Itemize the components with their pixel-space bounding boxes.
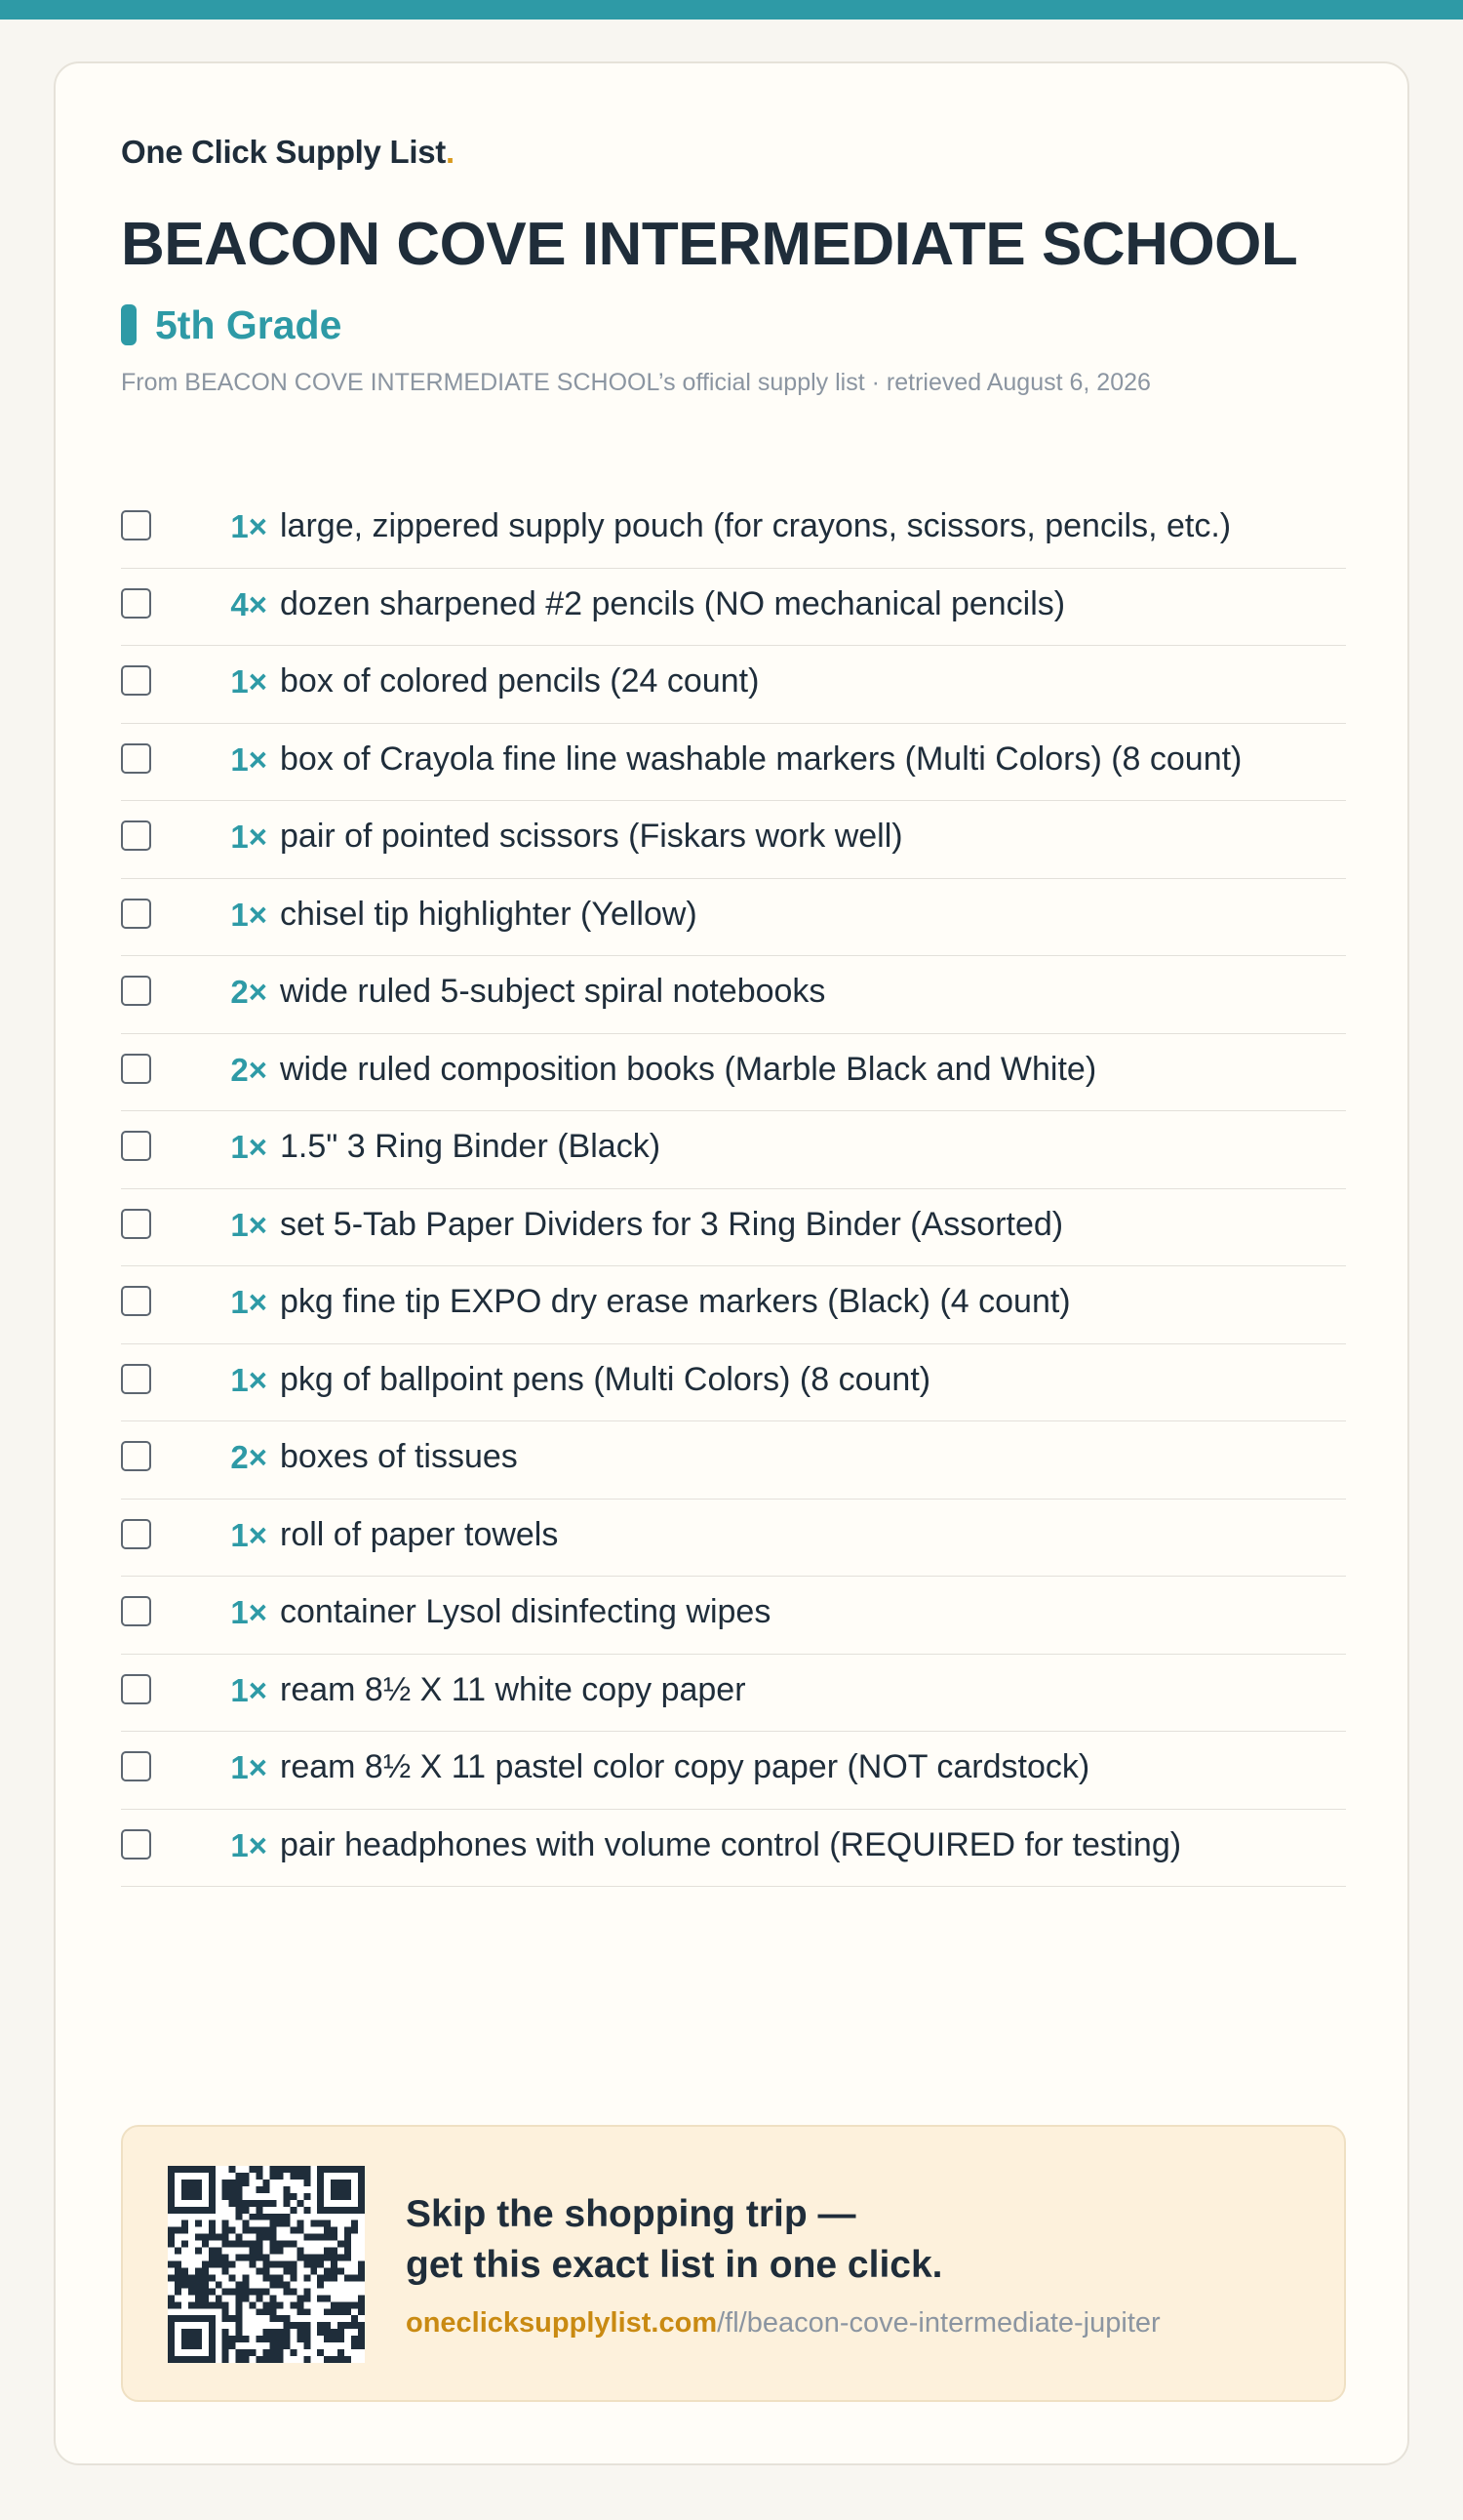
list-item [121, 724, 1346, 802]
item-description: wide ruled 5-subject spiral notebooks [280, 973, 826, 1010]
list-item [121, 1034, 1346, 1112]
list-item [121, 1500, 1346, 1578]
item-description: ream 8½ X 11 white copy paper [280, 1670, 746, 1708]
item-quantity: 1× [230, 1284, 267, 1320]
item-checkbox[interactable] [121, 1519, 151, 1549]
item-description: box of Crayola fine line washable markers (Multi Colors) (8 count) [280, 740, 1243, 778]
item-quantity: 1× [230, 508, 267, 544]
item-description: wide ruled composition books (Marble Black and White) [280, 1050, 1097, 1088]
item-checkbox[interactable] [121, 899, 151, 929]
item-quantity: 2× [230, 974, 267, 1010]
item-checkbox[interactable] [121, 976, 151, 1006]
promo-headline-1: Skip the shopping trip — [406, 2193, 856, 2235]
supply-list-card [54, 61, 1409, 2465]
item-quantity: 4× [230, 585, 267, 622]
item-quantity: 1× [230, 1129, 267, 1165]
item-checkbox[interactable] [121, 743, 151, 774]
school-title: BEACON COVE INTERMEDIATE SCHOOL [121, 211, 1298, 278]
brand-name: One Click Supply List [121, 134, 446, 170]
item-description: roll of paper towels [280, 1515, 559, 1553]
item-checkbox[interactable] [121, 665, 151, 696]
source-note: From BEACON COVE INTERMEDIATE SCHOOL’s official supply list · retrieved August 6, 2026 [121, 369, 1151, 396]
item-checkbox[interactable] [121, 820, 151, 851]
item-quantity: 2× [230, 1051, 267, 1088]
item-description: pkg of ballpoint pens (Multi Colors) (8 count) [280, 1360, 931, 1398]
item-description: chisel tip highlighter (Yellow) [280, 895, 697, 933]
item-quantity: 1× [230, 1516, 267, 1553]
item-description: box of colored pencils (24 count) [280, 662, 760, 700]
item-checkbox[interactable] [121, 1674, 151, 1704]
list-item [121, 569, 1346, 647]
item-quantity: 1× [230, 1206, 267, 1243]
item-quantity: 2× [230, 1439, 267, 1475]
brand-dot: . [445, 134, 455, 170]
item-checkbox[interactable] [121, 1131, 151, 1161]
item-checkbox[interactable] [121, 1286, 151, 1316]
item-quantity: 1× [230, 663, 267, 700]
item-quantity: 1× [230, 819, 267, 855]
item-checkbox[interactable] [121, 1209, 151, 1239]
supply-list [121, 491, 1346, 1887]
promo-url-domain: oneclicksupplylist.com [406, 2307, 718, 2339]
list-item [121, 1111, 1346, 1189]
item-description: ream 8½ X 11 pastel color copy paper (NOT cardstock) [280, 1748, 1090, 1785]
item-description: container Lysol disinfecting wipes [280, 1593, 771, 1630]
brand-logo[interactable] [121, 134, 455, 171]
item-description: pair of pointed scissors (Fiskars work well) [280, 818, 903, 855]
list-item [121, 491, 1346, 569]
list-item [121, 956, 1346, 1034]
item-checkbox[interactable] [121, 1364, 151, 1394]
item-checkbox[interactable] [121, 1054, 151, 1084]
list-item [121, 1266, 1346, 1344]
item-quantity: 1× [230, 896, 267, 933]
promo-box [121, 2125, 1346, 2402]
item-checkbox[interactable] [121, 510, 151, 540]
grade-label: 5th Grade [155, 301, 342, 347]
list-item [121, 1732, 1346, 1810]
item-quantity: 1× [230, 1594, 267, 1630]
item-description: set 5-Tab Paper Dividers for 3 Ring Binder (Assorted) [280, 1205, 1064, 1243]
item-checkbox[interactable] [121, 1829, 151, 1860]
item-checkbox[interactable] [121, 588, 151, 619]
list-item [121, 1421, 1346, 1500]
item-quantity: 1× [230, 1749, 267, 1785]
list-item [121, 1577, 1346, 1655]
item-description: pkg fine tip EXPO dry erase markers (Black) (4 count) [280, 1283, 1071, 1320]
top-accent-bar [0, 0, 1463, 20]
item-checkbox[interactable] [121, 1596, 151, 1626]
item-description: 1.5" 3 Ring Binder (Black) [280, 1128, 661, 1165]
item-quantity: 1× [230, 740, 267, 778]
list-item [121, 646, 1346, 724]
item-description: dozen sharpened #2 pencils (NO mechanical pencils) [280, 584, 1066, 622]
item-quantity: 1× [230, 1826, 267, 1863]
promo-headline-2: get this exact list in one click. [406, 2244, 943, 2286]
item-description: boxes of tissues [280, 1438, 518, 1475]
list-item [121, 801, 1346, 879]
promo-url-path: /fl/beacon-cove-intermediate-jupiter [717, 2307, 1161, 2339]
grade-heading [121, 300, 341, 349]
list-item [121, 879, 1346, 957]
list-item [121, 1655, 1346, 1733]
item-quantity: 1× [230, 1671, 267, 1708]
list-item [121, 1189, 1346, 1267]
list-item [121, 1810, 1346, 1888]
promo-link[interactable] [406, 2307, 1161, 2340]
item-checkbox[interactable] [121, 1751, 151, 1781]
item-quantity: 1× [230, 1361, 267, 1398]
list-item [121, 1344, 1346, 1422]
item-checkbox[interactable] [121, 1441, 151, 1471]
grade-accent-bar [121, 304, 137, 345]
qr-code-icon[interactable] [168, 2166, 365, 2363]
item-description: pair headphones with volume control (REQUIRED for testing) [280, 1825, 1182, 1863]
item-description: large, zippered supply pouch (for crayons, scissors, pencils, etc.) [280, 507, 1232, 544]
